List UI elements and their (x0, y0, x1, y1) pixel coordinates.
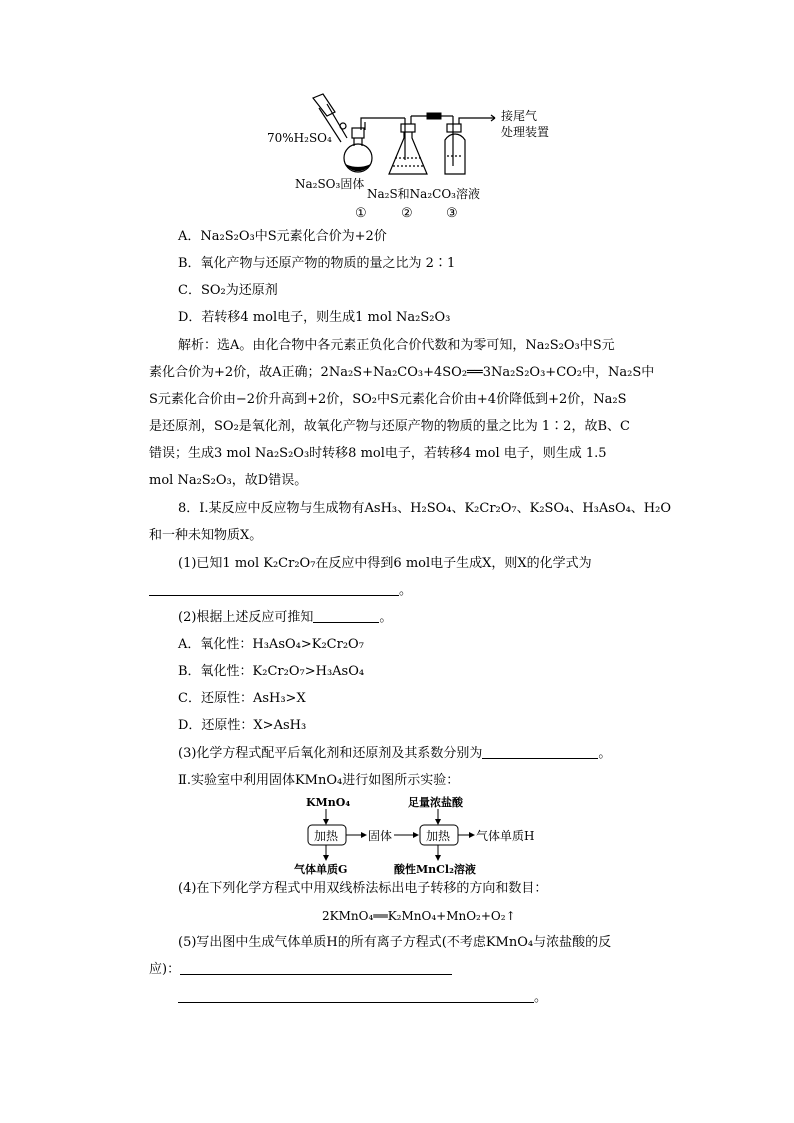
heat-label-2: 加热 (426, 829, 451, 843)
q8-option-c: C．还原性：AsH₃>X (178, 691, 306, 706)
q8-part5-line-2 (149, 961, 452, 979)
wash-bottle-icon (445, 115, 495, 174)
flask-number-3: ③ (446, 206, 458, 220)
flask-number-1: ① (355, 206, 367, 220)
end-mark: 。 (534, 990, 548, 1005)
q8-intro-line-2: 和一种未知物质X。 (149, 528, 263, 543)
answer-blank[interactable] (482, 746, 598, 759)
q7-option-b: B．氧化产物与还原产物的物质的量之比为 2∶1 (178, 256, 456, 271)
q8-option-b: B．氧化性：K₂Cr₂O₇>H₃AsO₄ (178, 664, 365, 679)
q8-option-a: A．氧化性：H₃AsO₄>K₂Cr₂O₇ (178, 637, 364, 652)
apparatus-diagram (255, 90, 565, 220)
analysis-line-1: 解析：选A。由化合物中各元素正负化合价代数和为零可知，Na₂S₂O₃中S元 (178, 338, 615, 353)
q8-part2-text: (2)根据上述反应可推知 (178, 610, 314, 625)
q8-part4-line: (4)在下列化学方程式中用双线桥法标出电子转移的方向和数目： (178, 881, 548, 896)
acid-label: 70%H₂SO₄ (267, 131, 332, 145)
answer-blank[interactable] (180, 962, 452, 975)
q8-part5-text: 应)： (149, 962, 181, 977)
round-flask-icon (344, 118, 405, 172)
q8-part5-line-1: (5)写出图中生成气体单质H的所有离子方程式(不考虑KMnO₄与浓盐酸的反 (178, 935, 612, 950)
answer-blank[interactable] (149, 583, 399, 596)
q8-part1-line-1: (1)已知1 mol K₂Cr₂O₇在反应中得到6 mol电子生成X，则X的化学式为 (178, 556, 592, 571)
analysis-line-3: S元素化合价由−2价升高到+2价，SO₂中S元素化合价由+4价降低到+2价，Na₂S (149, 392, 627, 407)
q7-option-a: A．Na₂S₂O₃中S元素化合价为+2价 (178, 229, 387, 244)
flow-diagram (280, 794, 550, 876)
conc-hcl-label: 足量浓盐酸 (408, 796, 463, 809)
gas-h-label: 气体单质H (476, 829, 535, 843)
q8-part2-line (178, 609, 392, 627)
gas-g-label: 气体单质G (294, 863, 348, 876)
q8-intro-line-1: 8．Ⅰ.某反应中反应物与生成物有AsH₃、H₂SO₄、K₂Cr₂O₇、K₂SO₄、H₃AsO₄、H₂O (178, 501, 672, 516)
kmno4-label: KMnO₄ (306, 796, 351, 809)
answer-blank[interactable] (178, 990, 534, 1003)
q7-option-d: D．若转移4 mol电子，则生成1 mol Na₂S₂O₃ (178, 310, 451, 325)
rubber-tube-icon (427, 113, 453, 119)
analysis-line-5: 错误；生成3 mol Na₂S₂O₃时转移8 mol电子，若转移4 mol 电子，则生成 1.5 (149, 446, 607, 461)
end-mark: 。 (399, 583, 413, 598)
answer-blank[interactable] (313, 610, 379, 623)
q8-part3-text: (3)化学方程式配平后氧化剂和还原剂及其系数分别为 (178, 746, 483, 761)
tail-gas-label-line2: 处理装置 (501, 125, 550, 139)
end-mark: 。 (379, 610, 393, 625)
analysis-line-4: 是还原剂，SO₂是氧化剂，故氧化产物与还原产物的物质的量之比为 1∶2，故B、C (149, 419, 630, 434)
flask-number-2: ② (401, 206, 413, 220)
q8-section-two: Ⅱ.实验室中利用固体KMnO₄进行如图所示实验： (178, 773, 460, 788)
q8-part1-answer-line[interactable] (149, 582, 412, 600)
tail-gas-label-line1: 接尾气 (501, 109, 538, 123)
solid-label: Na₂SO₃固体 (295, 177, 365, 191)
heat-label-1: 加热 (314, 829, 339, 843)
q8-part3-line (178, 745, 611, 763)
analysis-line-6: mol Na₂S₂O₃，故D错误。 (149, 473, 308, 488)
q8-option-d: D．还原性：X>AsH₃ (178, 718, 307, 733)
analysis-line-2: 素化合价为+2价，故A正确；2Na₂S+Na₂CO₃+4SO₂══3Na₂S₂O₃+CO₂中，Na₂S中 (149, 365, 655, 380)
solution-label: Na₂S和Na₂CO₃溶液 (367, 187, 480, 201)
solid-label: 固体 (368, 829, 393, 843)
conical-flask-icon (389, 116, 430, 174)
mncl2-label: 酸性MnCl₂溶液 (394, 863, 476, 876)
end-mark: 。 (598, 746, 612, 761)
q8-part5-answer-line[interactable] (178, 989, 547, 1007)
q7-option-c: C．SO₂为还原剂 (178, 283, 278, 298)
equation: 2KMnO₄══K₂MnO₄+MnO₂+O₂↑ (322, 909, 516, 923)
